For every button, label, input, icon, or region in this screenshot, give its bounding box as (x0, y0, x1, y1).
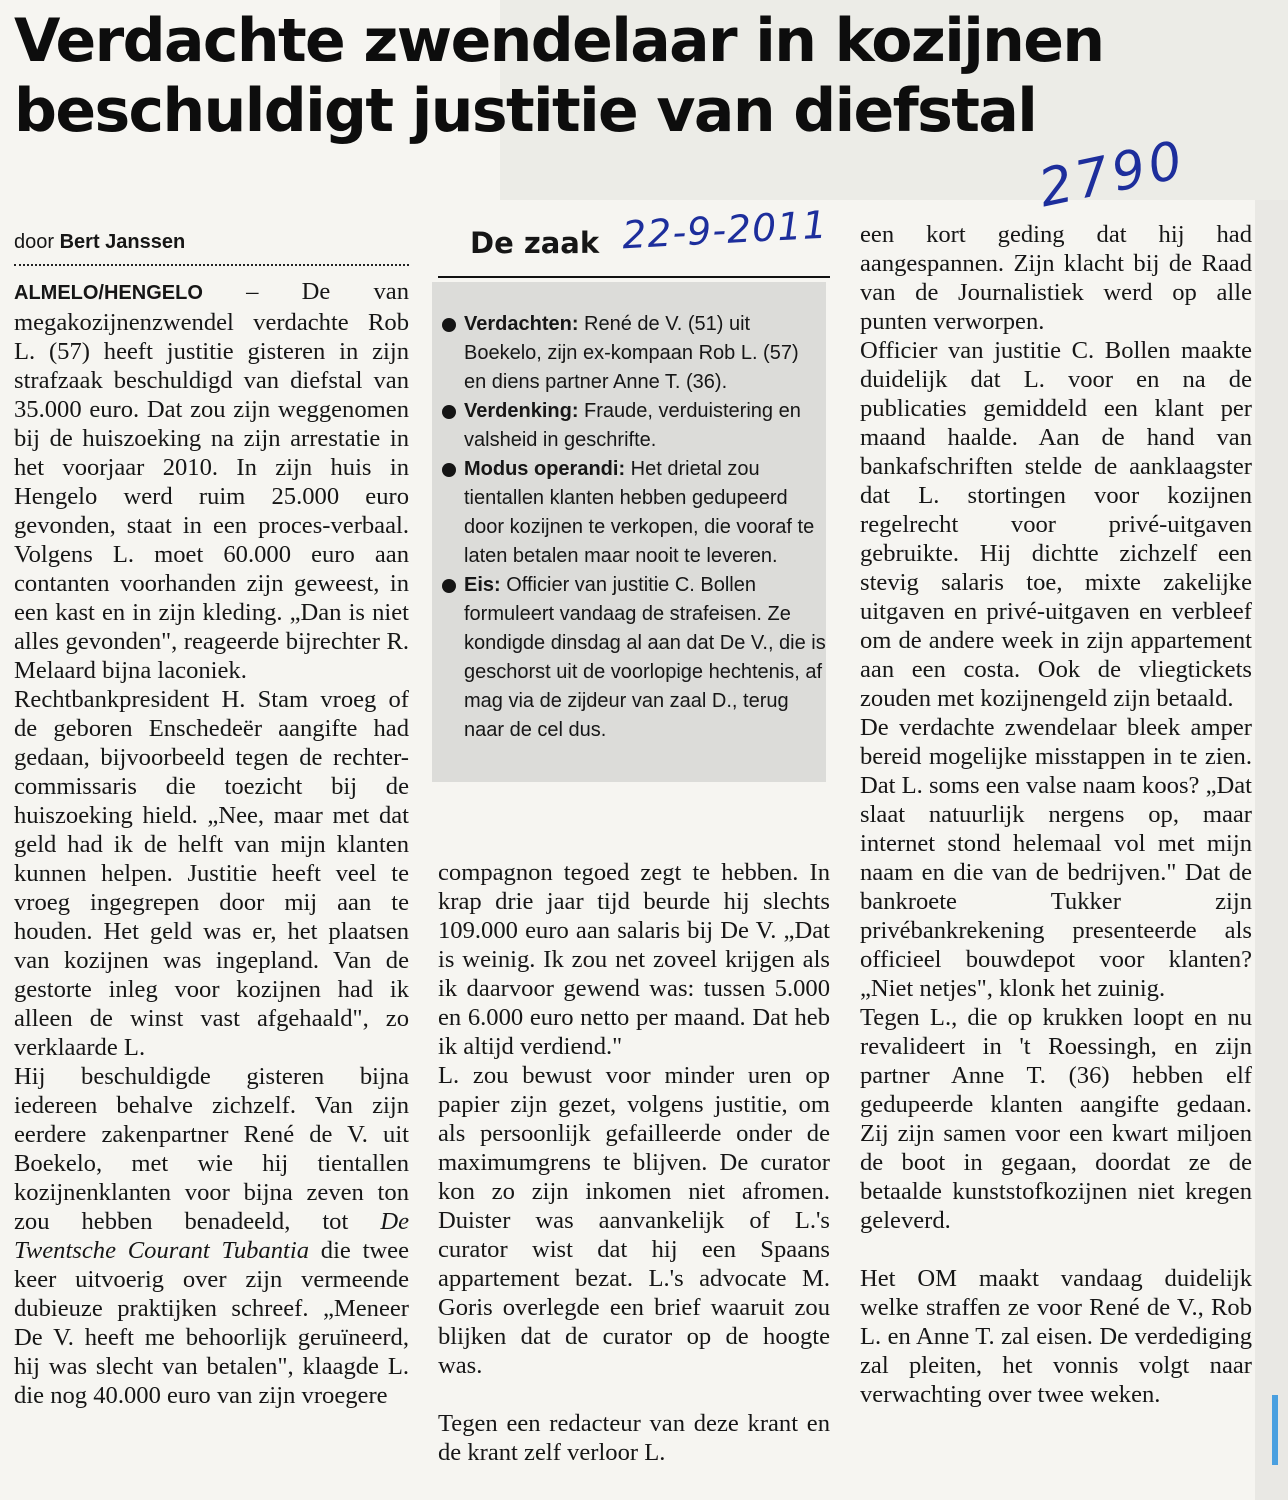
scan-edge-mark (1272, 1395, 1278, 1465)
sidebar-item-verdenking (440, 397, 826, 455)
sidebar-item-text: Officier van justitie C. Bollen formuleert vandaag de strafeisen. Ze kondigde dinsdag al aan dat De V., die is geschorst uit de voorlopige hechtenis, af mag via de zijdeur van zaal D., terug naar de cel dus. (464, 574, 826, 741)
bullet-icon (442, 318, 456, 332)
article-paragraph: De verdachte zwendelaar bleek amper bereid mogelijke misstappen in te zien. Dat L. soms een valse naam koos? „Dat slaat natuurlijk nergens op, maar internet stond helemaal vol met mijn naam en die van de bedrijven." Dat de bankroete Tukker zijn privébankrekening presenteerde als officieel bouwdepot voor klanten? „Niet netjes", klonk het zuinig. (860, 714, 1253, 1002)
sidebar-item-text: Het drietal zou tientallen klanten hebben gedupeerd door kozijnen te verkopen, die vooraf te laten betalen maar nooit te leveren. (464, 458, 815, 567)
headline (14, 6, 1184, 146)
headline-line-2: beschuldigt justitie van diefstal (14, 76, 1037, 146)
sidebar-item-text: Fraude, verduistering en valsheid in geschrifte. (464, 400, 801, 451)
article-paragraph: Het OM maakt vandaag duidelijk welke straffen ze voor René de V., Rob L. en Anne T. zal eisen. De verdediging zal pleiten, het vonnis volgt naar verwachting over twee weken. (860, 1265, 1252, 1408)
sidebar-item-verdachten (440, 310, 826, 397)
headline-line-1: Verdachte zwendelaar in kozijnen (14, 6, 1104, 76)
article-column-1 (14, 277, 409, 1410)
newspaper-name: De Twentsche Courant Tubantia (14, 1208, 409, 1264)
lead-text: – De van megakozijnenzwendel verdachte Rob L. (57) heeft justitie gisteren in zijn strafzaak beschuldigd van diefstal van 35.000 euro. Dat zou zijn weggenomen bij de huiszoeking na zijn arrestatie in het voorjaar 2010. In zijn huis in Hengelo werd ruim 25.000 euro gevonden, staat in een proces-verbaal. Volgens L. moet 60.000 euro aan contanten voorhanden zijn geweest, in een kast en in zijn kleding. „Dan is niet alles gevonden", reageerde bijrechter R. Melaard bijna laconiek. (14, 278, 410, 684)
bullet-icon (442, 463, 456, 477)
article-paragraph (14, 1062, 409, 1410)
bullet-icon (442, 579, 456, 593)
byline-dotted-rule (14, 264, 409, 266)
dateline: ALMELO/HENGELO (14, 282, 203, 304)
article-lead (14, 277, 409, 685)
bullet-icon (442, 405, 456, 419)
article-column-3 (860, 220, 1252, 1409)
handwritten-archive-number: 2790 (1033, 129, 1192, 220)
sidebar-item-text: René de V. (51) uit Boekelo, zijn ex-kompaan Rob L. (57) en diens partner Anne T. (36). (464, 313, 799, 393)
adjacent-article-right-fragment (1255, 200, 1288, 1500)
byline (14, 228, 409, 256)
sidebar-item-label: Eis: (464, 574, 501, 596)
sidebar-facts-list (440, 310, 826, 745)
byline-prefix: door (14, 231, 55, 253)
paragraph-gap (438, 1380, 830, 1409)
article-column-2 (438, 858, 830, 1467)
article-paragraph: een kort geding dat hij had aangespannen. Zijn klacht bij de Raad van de Journalistiek werd op alle punten verworpen. (860, 221, 1252, 335)
paragraph-text: Hij beschuldigde gisteren bijna iedereen behalve zichzelf. Van zijn eerdere zakenpartner René de V. uit Boekelo, met wie hij tientallen kozijnenklanten voor bijna zeven ton zou hebben benadeeld, tot (14, 1063, 409, 1235)
paragraph-text: die twee keer uitvoerig over zijn vermeende dubieuze praktijken schreef. „Meneer De V. heeft me behoorlijk geruïneerd, hij was slecht van betalen", klaagde L. die nog 40.000 euro van zijn vroegere (14, 1237, 409, 1409)
handwritten-date: 22-9-2011 (620, 202, 829, 258)
sidebar-item-label: Verdenking: (464, 400, 579, 422)
sidebar-item-modus-operandi (440, 455, 826, 571)
byline-author: Bert Janssen (59, 231, 186, 253)
article-paragraph: Tegen L., die op krukken loopt en nu revalideert in 't Roessingh, en zijn partner Anne T. (36) hebben elf gedupeerde klanten aangifte gedaan. Zij zijn samen voor een kwart miljoen de boot in gegaan, doordat ze de betaalde kunststofkozijnen niet kregen geleverd. (860, 1004, 1252, 1234)
article-paragraph: L. zou bewust voor minder uren op papier zijn gezet, volgens justitie, om als persoonlijk gefailleerde onder de maximumgrens te blijven. De curator kon zo zijn inkomen niet afromen. Duister was aanvankelijk of L.'s curator wist dat hij een Spaans appartement bezat. L.'s advocate M. Goris overlegde een brief waaruit zou blijken dat de curator op de hoogte was. (438, 1062, 830, 1379)
article-paragraph: Tegen een redacteur van deze krant en de krant zelf verloor L. (438, 1410, 830, 1466)
sidebar-item-eis (440, 571, 826, 745)
sidebar-title: De zaak (470, 226, 600, 260)
paragraph-gap (860, 1235, 1252, 1264)
sidebar-rule (438, 276, 830, 278)
sidebar-item-label: Verdachten: (464, 313, 579, 335)
sidebar-item-label: Modus operandi: (464, 458, 626, 480)
article-paragraph: compagnon tegoed zegt te hebben. In krap drie jaar tijd beurde hij slechts 109.000 euro aan salaris bij De V. „Dat is weinig. Ik zou net zoveel krijgen als ik daarvoor gewend was: tussen 5.000 en 6.000 euro netto per maand. Dat heb ik altijd verdiend." (438, 859, 830, 1060)
article-paragraph: Rechtbankpresident H. Stam vroeg of de geboren Enschedeër aangifte had gedaan, bijvoorbeeld tegen de rechter-commissaris die toezicht bij de huiszoeking hield. „Nee, maar met dat geld had ik de helft van mijn klanten kunnen helpen. Justitie heeft veel te vroeg ingegrepen door mij aan te houden. Het geld was er, het plaatsen van kozijnen was ingepland. Van de gestorte inleg voor kozijnen had ik alleen de winst vast afgehaald", zo verklaarde L. (14, 686, 409, 1061)
article-paragraph: Officier van justitie C. Bollen maakte duidelijk dat L. voor en na de publicaties gemiddeld een klant per maand haalde. Aan de hand van bankafschriften stelde de aanklaagster dat L. stortingen voor kozijnen regelrecht voor privé-uitgaven gebruikte. Hij dichtte zichzelf een stevig salaris toe, mixte zakelijke uitgaven en privé-uitgaven en verbleef om de andere week in zijn appartement aan een costa. Ook de vliegtickets zouden met kozijnengeld zijn betaald. (860, 337, 1252, 712)
